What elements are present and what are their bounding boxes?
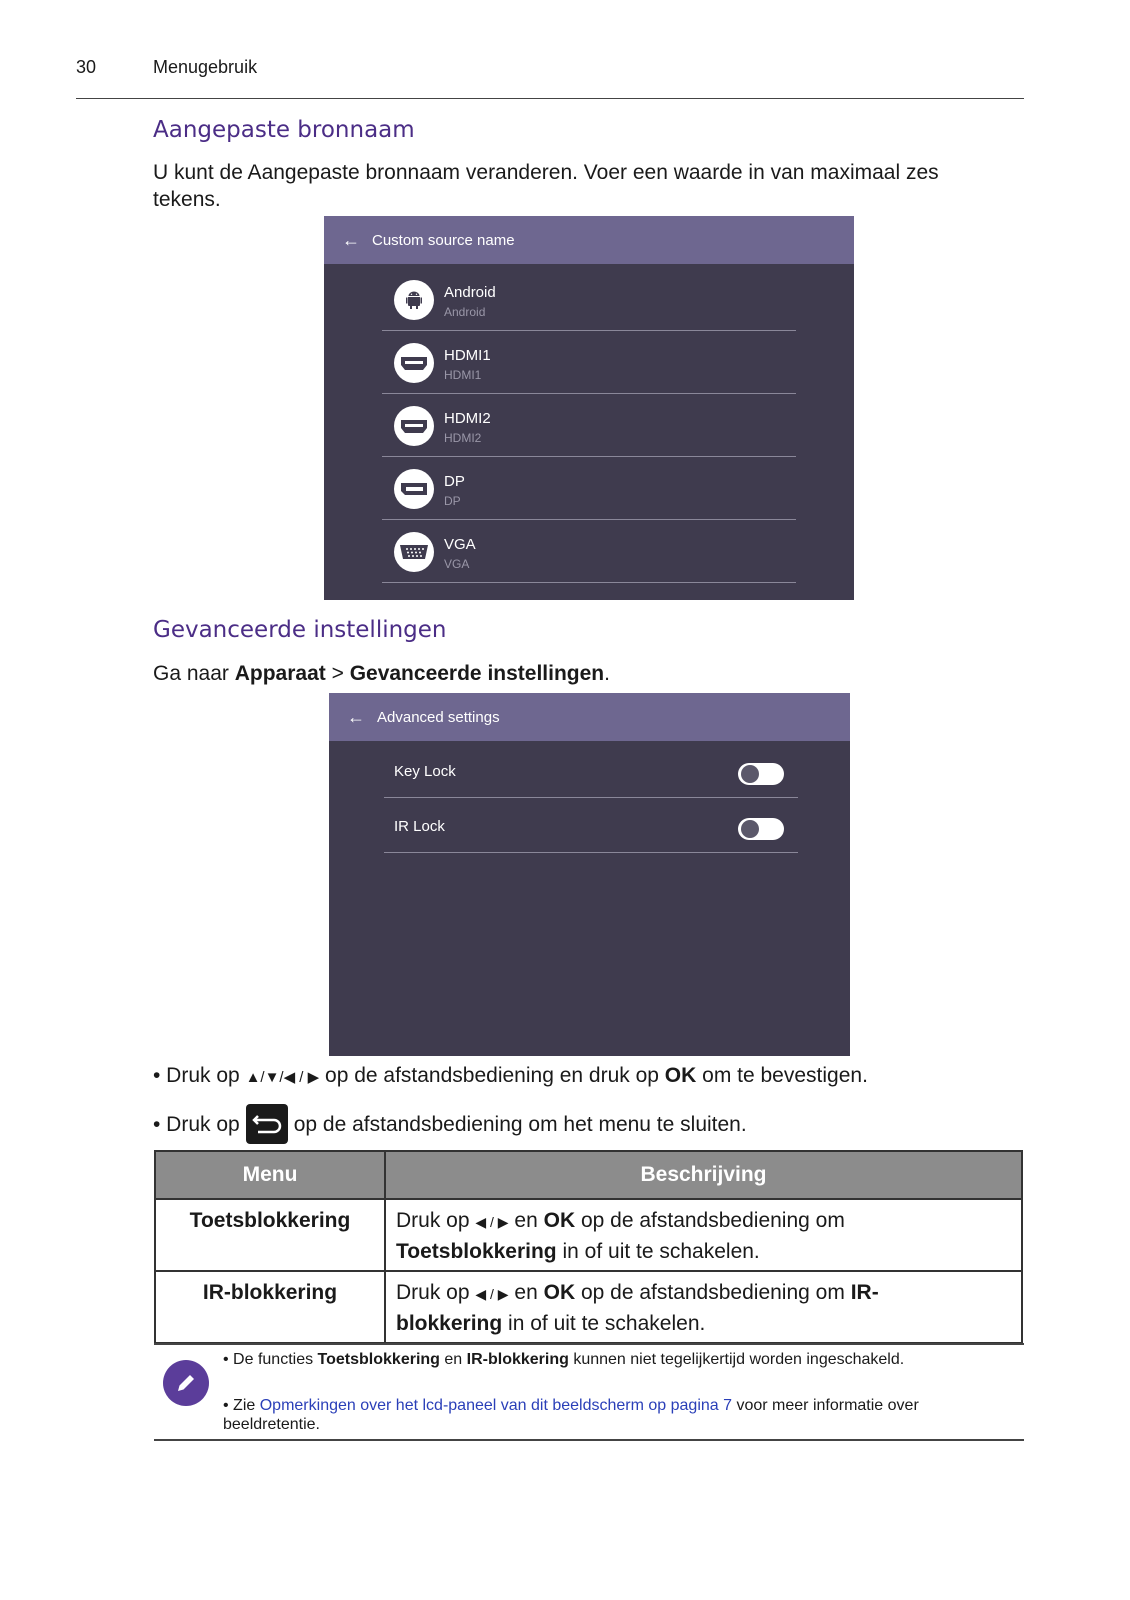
note-link-lcd-panel[interactable]: Opmerkingen over het lcd-paneel van dit beeldscherm op pagina 7 [259, 1397, 733, 1414]
desc-text: op de afstandsbediening om [580, 1281, 845, 1304]
source-name: Android [444, 284, 496, 301]
source-item-hdmi1[interactable] [382, 331, 796, 394]
source-item-hdmi2[interactable] [382, 394, 796, 457]
source-sub: DP [444, 494, 461, 508]
source-name: VGA [444, 536, 476, 553]
intro-bold-device: Apparaat [234, 662, 326, 685]
ok-key-label: OK [664, 1064, 697, 1087]
note-text: • De functies [223, 1351, 314, 1368]
desc-text: Druk op [396, 1209, 470, 1232]
desc-text: op de afstandsbediening om [580, 1209, 845, 1232]
android-icon [394, 280, 434, 320]
arrow-keys-icon: ▲/▼/◀ / ▶ [245, 1069, 320, 1086]
note-top-rule [154, 1343, 1024, 1345]
header-divider [76, 98, 1024, 99]
back-arrow-icon[interactable]: ← [342, 229, 360, 250]
setting-label: Key Lock [394, 763, 456, 780]
desc-bold: Toetsblokkering [396, 1240, 557, 1263]
table-row [155, 1271, 1022, 1343]
desc-text: in of uit te schakelen. [562, 1240, 760, 1263]
note-text: • Zie [223, 1397, 256, 1414]
screen-title: Advanced settings [377, 708, 500, 726]
ok-key-label: OK [543, 1281, 576, 1304]
note-text: voor meer informatie over beeldretentie. [223, 1397, 919, 1433]
description-cell [385, 1199, 1022, 1271]
bullet-text: • Druk op [153, 1112, 240, 1136]
note-text: kunnen niet tegelijkertijd worden ingeschakeld. [573, 1351, 905, 1368]
screen-header [324, 216, 854, 264]
bullet-text: om te bevestigen. [702, 1064, 868, 1087]
intro-separator: > [325, 662, 350, 685]
note-item-1 [223, 1350, 1003, 1369]
running-header: Menugebruik [153, 57, 258, 77]
source-name: DP [444, 473, 465, 490]
source-name: HDMI2 [444, 410, 491, 427]
source-sub: HDMI2 [444, 431, 482, 445]
source-sub: Android [444, 305, 486, 319]
menu-cell: IR-blokkering [155, 1271, 385, 1343]
source-item-android[interactable] [382, 268, 796, 331]
desc-bold: blokkering [396, 1312, 503, 1335]
key-lock-toggle[interactable] [738, 763, 784, 785]
setting-label: IR Lock [394, 818, 445, 835]
intro-suffix: . [604, 662, 610, 685]
ir-lock-toggle[interactable] [738, 818, 784, 840]
custom-source-screenshot [324, 216, 854, 600]
note-bold: Toetsblokkering [317, 1351, 440, 1368]
vga-icon [394, 532, 434, 572]
hdmi-icon [394, 343, 434, 383]
source-sub: VGA [444, 557, 470, 571]
source-sub: HDMI1 [444, 368, 482, 382]
section-heading-custom-source: Aangepaste bronnaam [153, 117, 415, 143]
setting-ir-lock[interactable] [384, 798, 798, 853]
bullet-navigate [153, 1062, 868, 1091]
back-arrow-icon[interactable]: ← [347, 706, 365, 727]
hdmi-icon [394, 406, 434, 446]
toggle-knob [741, 765, 759, 783]
section-heading-advanced: Gevanceerde instellingen [153, 617, 447, 643]
setting-key-lock[interactable] [384, 743, 798, 798]
table-header-menu: Menu [155, 1151, 385, 1199]
screen-title: Custom source name [372, 231, 515, 249]
bullet-text: op de afstandsbediening om het menu te sluiten. [293, 1112, 747, 1136]
section-intro-advanced [153, 660, 610, 687]
toggle-knob [741, 820, 759, 838]
desc-text: in of uit te schakelen. [508, 1312, 706, 1335]
desc-text: Druk op [396, 1281, 470, 1304]
note-bottom-rule [154, 1439, 1024, 1441]
back-key-icon [246, 1104, 288, 1144]
advanced-settings-screenshot [329, 693, 850, 1056]
bullet-text: • Druk op [153, 1064, 240, 1087]
left-right-arrows-icon: ◀ / ▶ [475, 1214, 509, 1230]
note-pencil-icon [163, 1360, 209, 1406]
displayport-icon [394, 469, 434, 509]
screen-header [329, 693, 850, 741]
note-item-2 [223, 1396, 1013, 1434]
source-name: HDMI1 [444, 347, 491, 364]
ok-key-label: OK [543, 1209, 576, 1232]
note-bold: IR-blokkering [466, 1351, 569, 1368]
desc-text: en [514, 1209, 538, 1232]
table-header-description: Beschrijving [385, 1151, 1022, 1199]
intro-text: Ga naar [153, 662, 235, 685]
bullet-close [153, 1104, 747, 1144]
description-table [154, 1150, 1023, 1344]
table-header-row [155, 1151, 1022, 1199]
desc-text: en [514, 1281, 538, 1304]
page-number: 30 [76, 57, 97, 77]
section-text-custom-source: U kunt de Aangepaste bronnaam veranderen. Voer een waarde in van maximaal zes tekens. [153, 161, 939, 211]
bullet-text: op de afstandsbediening en druk op [325, 1064, 659, 1087]
menu-cell: Toetsblokkering [155, 1199, 385, 1271]
intro-bold-advanced: Gevanceerde instellingen [349, 662, 605, 685]
note-text: en [444, 1351, 463, 1368]
desc-bold: IR- [850, 1281, 879, 1304]
description-cell [385, 1271, 1022, 1343]
left-right-arrows-icon: ◀ / ▶ [475, 1286, 509, 1302]
source-item-vga[interactable] [382, 520, 796, 583]
source-item-dp[interactable] [382, 457, 796, 520]
table-row [155, 1199, 1022, 1271]
